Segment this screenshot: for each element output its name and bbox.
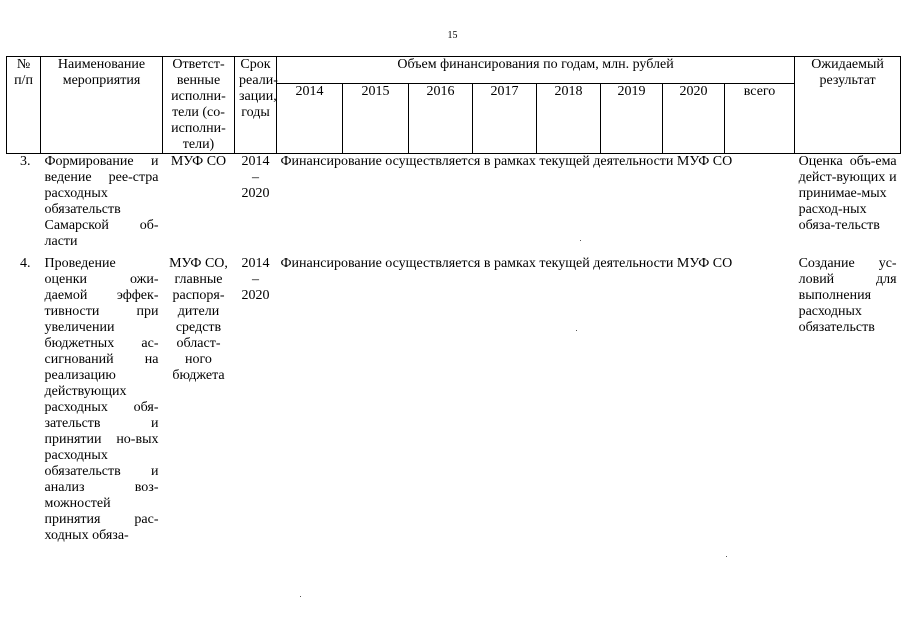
header-year-2017: 2017 (473, 84, 537, 154)
row-term: 2014 – 2020 (241, 256, 270, 303)
header-responsible: Ответст-венные исполни-тели (со-исполни-тели) (163, 57, 235, 154)
row-number: 4. (20, 256, 31, 271)
scan-speck (726, 556, 727, 557)
table-row (7, 250, 901, 544)
row-name: Проведение оценки ожи-даемой эффек-тивности при увеличении бюджетных ас-сигнований на реализацию действующих расходных обя-зательств и принятии но-вых расходных обязательств и анализ воз-можностей принятия рас-ходных обяза- (44, 256, 159, 543)
header-result: Ожидаемый результат (795, 57, 901, 154)
scan-speck (580, 240, 581, 241)
row-responsible: МУФ СО (170, 154, 227, 169)
row-number: 3. (20, 154, 31, 169)
financing-table (6, 56, 901, 544)
header-year-2019: 2019 (601, 84, 663, 154)
header-year-2015: 2015 (343, 84, 409, 154)
header-term: Срок реали-зации, годы (235, 57, 277, 154)
row-result: Оценка объ-ема дейст-вующих и принимае-мых расход-ных обяза-тельств (798, 154, 897, 233)
page-number: 15 (447, 30, 458, 41)
table-row (7, 154, 901, 251)
header-year-2020: 2020 (663, 84, 725, 154)
row-funding: Финансирование осуществляется в рамках текущей деятельности МУФ СО (280, 154, 733, 169)
header-year-2018: 2018 (537, 84, 601, 154)
row-term: 2014 – 2020 (241, 154, 270, 201)
row-responsible: МУФ СО, главные распоря-дители средств област-ного бюджета (169, 256, 228, 383)
header-year-total: всего (725, 84, 795, 154)
header-funding: Объем финансирования по годам, млн. рублей (277, 57, 795, 84)
scan-speck (300, 596, 301, 597)
header-year-2014: 2014 (277, 84, 343, 154)
row-funding: Финансирование осуществляется в рамках текущей деятельности МУФ СО (280, 256, 733, 271)
header-name: Наименование мероприятия (41, 57, 163, 154)
header-year-2016: 2016 (409, 84, 473, 154)
row-name: Формирование и ведение рее-стра расходных обязательств Самарской об-ласти (44, 154, 159, 249)
row-result: Создание ус-ловий для выполнения расходных обязательств (798, 256, 897, 335)
scan-speck (576, 330, 577, 331)
header-num: № п/п (7, 57, 41, 154)
